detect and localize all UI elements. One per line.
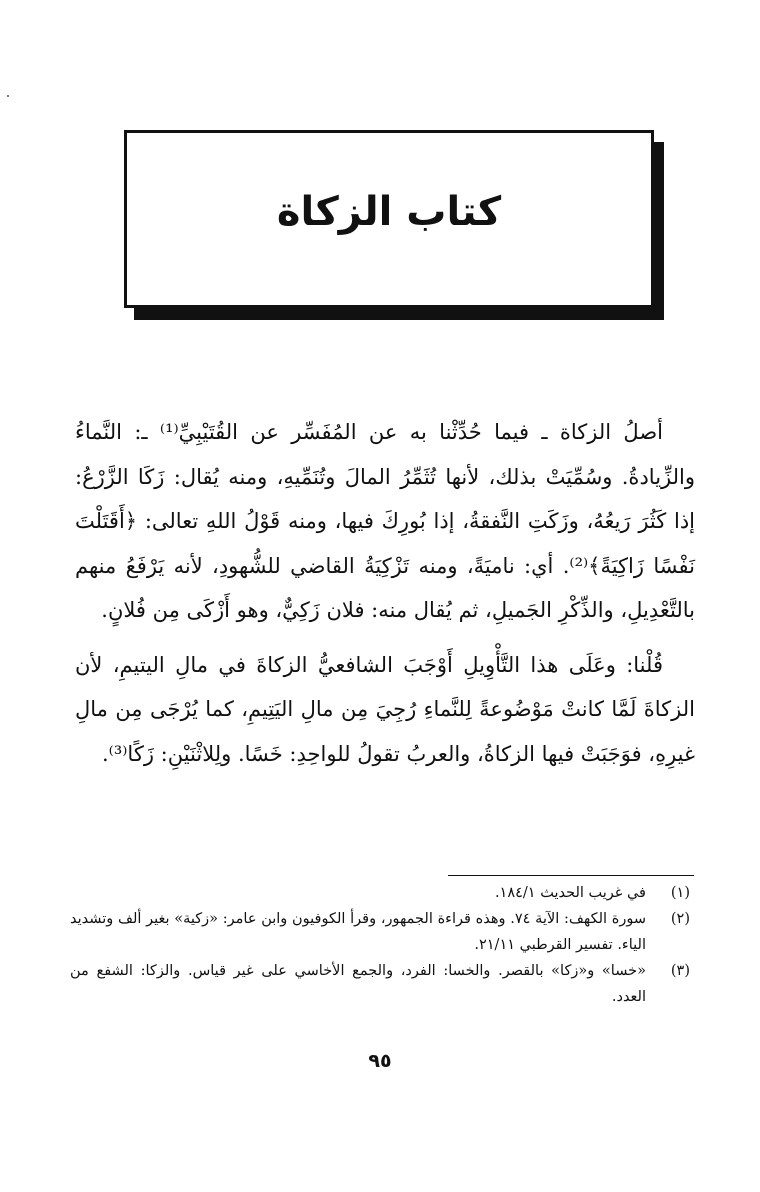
footnote-text: في غريب الحديث ١٨٤/١. — [494, 885, 646, 901]
footnote-divider — [448, 875, 694, 876]
footnote-text: «خسا» و«زكا» بالقصر. والخسا: الفرد، والجمع الأخاسي على غير قياس. والزكا: الشفع من العدد. — [70, 963, 646, 1005]
title-frame — [124, 130, 654, 308]
page-number: ٩٥ — [368, 1050, 392, 1072]
chapter-title: كتاب الزكاة — [276, 189, 502, 235]
paragraph: قُلْنا: وعَلَى هذا التَّأْوِيلِ أَوْجَبَ الشافعيُّ الزكاةَ في مالِ اليتيمِ، لأن الزكاةَ لَمَّا كانتْ مَوْضُوعةً لِلنَّماءِ رُجِيَ مِن مالِ اليَتِيمِ، كما يُرْجَى مِن مالِ غيرِهِ، فوَجَبَتْ فيها الزكاةُ، والعربُ تقولُ للواحِدِ: خَسًا. ولِلاثْنَيْنِ: زَكًا⁽³⁾. — [75, 652, 695, 766]
footnote — [70, 906, 690, 958]
footnotes — [70, 880, 690, 1010]
scan-speck — [7, 95, 9, 97]
footnote — [70, 958, 690, 1010]
footnote-number: (١) — [670, 885, 690, 901]
footnote-number: (٢) — [670, 911, 690, 927]
footnote-number: (٣) — [670, 963, 690, 979]
footnote-text: سورة الكهف: الآية ٧٤. وهذه قراءة الجمهور، وقرأ الكوفيون وابن عامر: «زكية» بغير ألف وتشديد الياء. تفسير القرطبي ٢١/١١. — [70, 911, 646, 953]
main-text — [75, 410, 695, 776]
paragraph: أصلُ الزكاة ـ فيما حُدِّثْنا به عن المُفَسِّر عن القُتَيْبِيِّ⁽¹⁾ ـ: النَّماءُ والزِّيادةُ. وسُمِّيَتْ بذلك، لأنها تُثَمِّرُ المالَ وتُنَمِّيهِ، ومنه يُقال: زَكَا الزَّرْعُ: إذا كَثُرَ رَيعُهُ، وزَكَتِ النَّفقةُ، إذا بُورِكَ فيها، ومنه قَوْلُ اللهِ تعالى: ﴿أَقَتَلْتَ نَفْسًا زَاكِيَةً﴾⁽²⁾. أي: ناميَةً، ومنه تَزْكِيَةُ القاضي للشُّهودِ، لأنه يَرْفَعُ منهم بالتَّعْدِيلِ، والذِّكْرِ الجَميلِ، ثم يُقال منه: فلان زَكِيٌّ، وهو أَزْكَى مِن فُلانٍ. — [75, 420, 695, 622]
footnote — [70, 880, 690, 906]
